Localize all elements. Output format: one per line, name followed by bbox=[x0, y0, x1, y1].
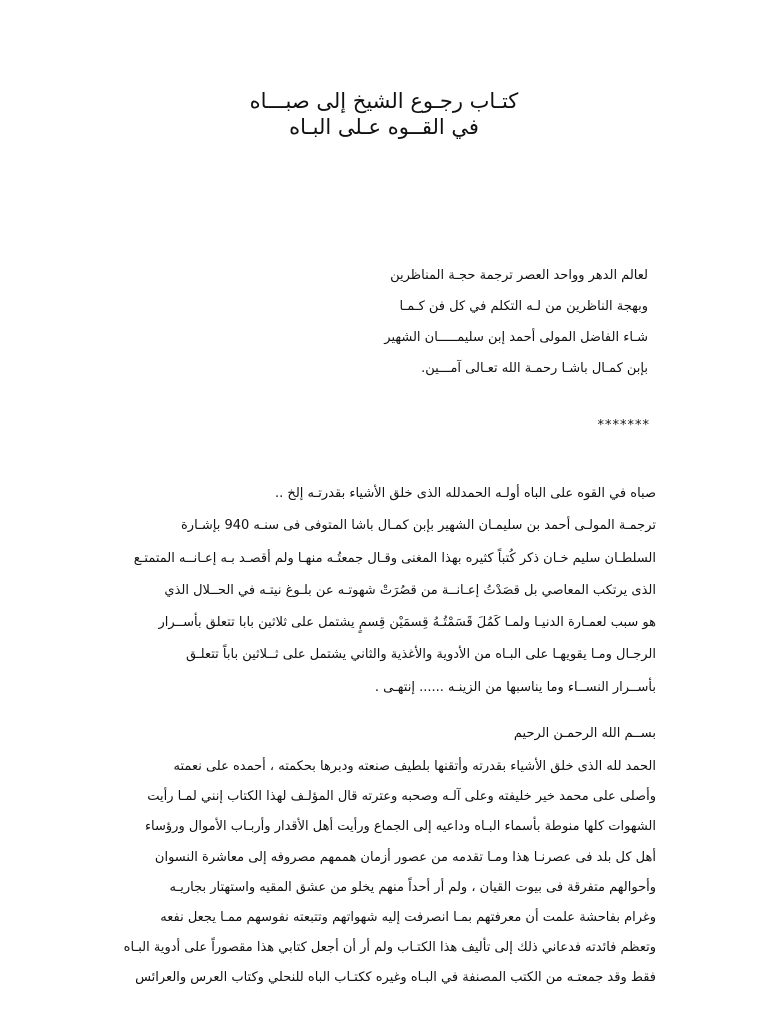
preface-line: صباه في القوه على الباه أولـه الحمدلله الذى خلق الأشياء بقدرتـه إلخ .. bbox=[275, 486, 656, 501]
intro-line: لعالم الدهر وواحد العصر ترجمة حجـة المناظرين bbox=[390, 268, 648, 283]
body-line: أهل كل بلد فى عصرنـا هذا ومـا تقدمه من عصور أزمان هممهم مصروفه إلى معاشرة النسوان bbox=[154, 849, 656, 865]
body-line: الشهوات كلها منوطة بأسماء البـاه وداعيه إلى الجماع ورأيت أهل الأقدار وأربـاب الأموال ورؤساء bbox=[144, 819, 656, 835]
preface-line: بأســرار النســاء وما يناسبها من الزينـه ...... إنتهـى . bbox=[374, 679, 656, 695]
preface-line: ترجمـة المولـى أحمد بن سليمـان الشهير بإبن كمـال باشا المتوفى فى سنـه 940 بإشـارة bbox=[181, 518, 656, 534]
section-separator: ******* bbox=[597, 418, 650, 433]
title-line-1: كتـاب رجـوع الشيخ إلى صبـــاه bbox=[249, 89, 519, 113]
intro-paragraph bbox=[328, 260, 648, 384]
body-line: الحمد لله الذى خلق الأشياء بقدرته وأتقنها بلطيف صنعته ودبرها بحكمته ، أحمده على نعمته bbox=[173, 759, 656, 774]
preface-line: السلطـان سليم خـان ذكر كُتباً كثيره بهذا المغنى وقـال جمعتُـه منهـا ولم أقصـد بـه إعـانــه المتمتـع bbox=[133, 550, 656, 566]
intro-line: بإبن كمـال باشـا رحمـة الله تعـالى آمـــين. bbox=[421, 361, 648, 376]
title-line-2: في القــوه عـلى البـاه bbox=[289, 115, 479, 139]
bismillah-heading: بســم الله الرحمـن الرحيم bbox=[513, 726, 656, 741]
intro-line: وبهجة الناظرين من لـه التكلم في كل فن كـمـا bbox=[399, 299, 648, 314]
body-line: وتعظم فائدته فدعاني ذلك إلى تأليف هذا الكتـاب ولم أر أن أجعل كتابي هذا مقصوراً على أدوية البـاه bbox=[123, 940, 656, 956]
preface-paragraph bbox=[111, 478, 656, 704]
preface-line: هو سبب لعمـارة الدنيـا ولمـا كَمُلَ قَسَمْتُـهُ قِسمَيْن قِسمٍ يشتمل على ثلاثين بابا تتعلق بأســرار bbox=[158, 615, 656, 631]
preface-line: الذى يرتكب المعاصي بل قصَدْتُ إعـانــة من قصُرَتْ شهوتـه عن بلـوغ نيتـه في الحــلال الذي bbox=[164, 582, 656, 598]
body-line: فقط وقد جمعتـه من الكتب المصنفة في البـاه وغيره ككتـاب الباه للنحلي وكتاب العرس والعرائس bbox=[135, 970, 656, 986]
body-paragraph bbox=[111, 752, 656, 994]
intro-line: شـاء الفاضل المولى أحمد إبن سليمـــــان الشهير bbox=[384, 330, 648, 345]
body-line: وأحوالهم متفرقة فى بيوت القيان ، ولم أر أحداً منهم يخلو من عشق المقيه واستهتار بجاريـه bbox=[169, 879, 656, 895]
document-title bbox=[0, 88, 768, 140]
preface-line: الرجـال ومـا يقويهـا على البـاه من الأدوية والأغذية والثاني يشتمل على ثــلاثين باباً تتعلـق bbox=[186, 647, 656, 663]
body-line: وأصلى على محمد خير خليفته وعلى آلـه وصحبه وعترته قال المؤلـف لهذا الكتاب إنني لمـا رأيت bbox=[147, 789, 656, 805]
body-line: وغرام بفاحشة علمت أن معرفتهم بمـا انصرفت إليه شهواتهم وتتبعته نفوسهم ممـا يجعل نفعه bbox=[160, 910, 656, 926]
